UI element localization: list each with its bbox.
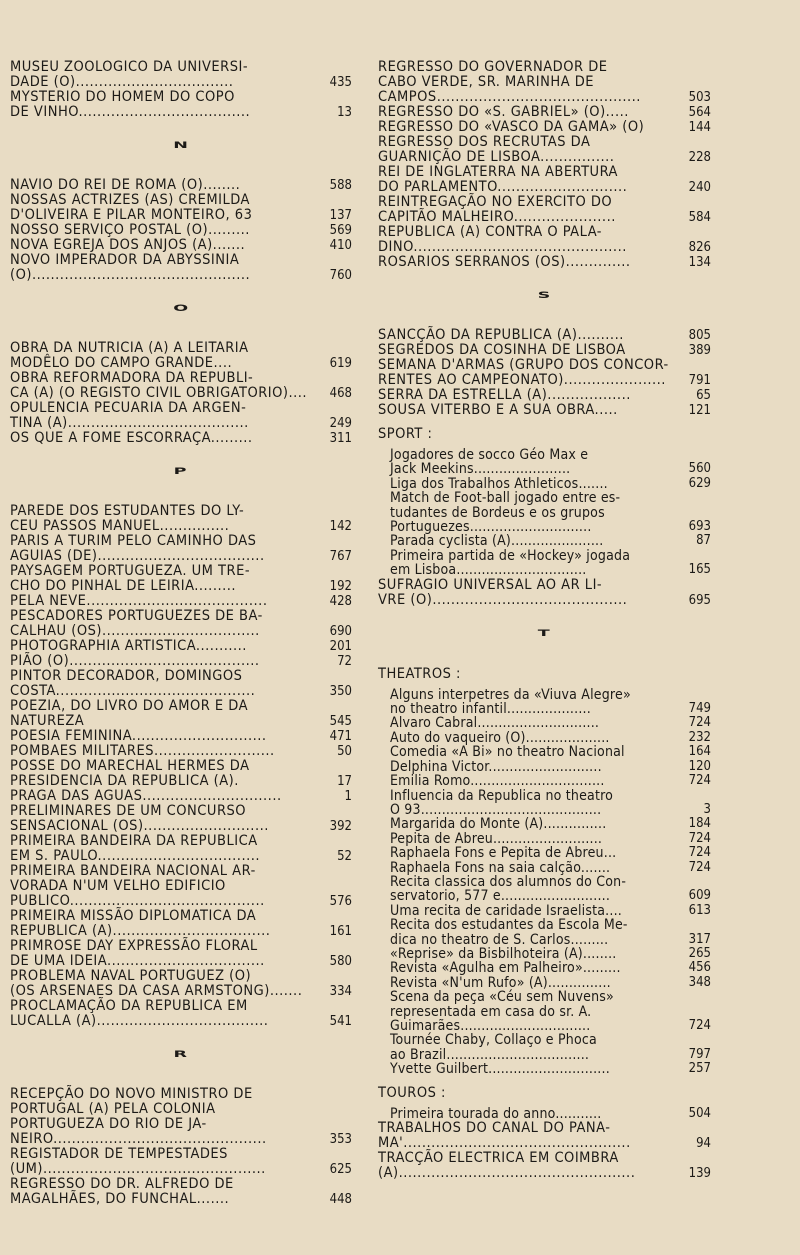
index-column-right — [378, 60, 711, 1181]
section-letter — [10, 138, 352, 154]
page-number: 749 — [688, 701, 711, 717]
page-number: 139 — [688, 1166, 711, 1182]
index-entry — [378, 225, 711, 255]
page-number: 201 — [329, 639, 352, 654]
entry-title: Raphaela Fons na saia calção....... — [390, 859, 611, 876]
index-entry — [10, 253, 352, 283]
index-subentry — [378, 549, 711, 578]
index-subentry — [378, 745, 711, 759]
index-entry — [10, 804, 352, 834]
index-entry — [378, 195, 711, 225]
index-subentry — [378, 918, 711, 947]
index-subentry — [378, 846, 711, 860]
index-subentry — [378, 491, 711, 534]
entry-title: Pepita de Abreu.......................... — [390, 830, 603, 847]
page-number: 144 — [688, 120, 711, 135]
page-number: 693 — [688, 519, 711, 535]
index-entry — [378, 578, 711, 608]
page-number: 165 — [688, 562, 711, 578]
page-number: 797 — [688, 1046, 711, 1062]
entry-title: POESIA FEMININA............................. — [10, 728, 267, 744]
entry-title: ROSARIOS SERRANOS (OS).............. — [378, 254, 631, 270]
entry-title: PRIMEIRA BANDEIRA NACIONAL AR- VORADA N'UM VELHO EDIFICIO PUBLICO.......................................... — [10, 863, 265, 909]
page-number: 94 — [696, 1136, 711, 1152]
index-entry — [10, 759, 352, 789]
entry-title: Margarida do Monte (A)............... — [390, 816, 607, 833]
page-number: 257 — [688, 1061, 711, 1077]
index-entry — [378, 165, 711, 195]
entry-title: OS QUE A FOME ESCORRAÇA......... — [10, 430, 253, 446]
section-letter-text: P — [173, 466, 189, 477]
index-subentry — [378, 1107, 711, 1121]
index-entry — [10, 639, 352, 654]
entry-title: PRELIMINARES DE UM CONCURSO SENSACIONAL (OS)........................... — [10, 803, 269, 834]
section-letter-text: N — [172, 140, 190, 151]
entry-title: REGRESSO DO «S. GABRIEL» (O)..... — [378, 104, 629, 120]
page-number: 348 — [688, 974, 711, 990]
page-number: 120 — [688, 758, 711, 774]
index-entry — [10, 939, 352, 969]
index-entry — [10, 341, 352, 371]
index-subentry — [378, 1033, 711, 1062]
page-number: 791 — [688, 373, 711, 388]
index-entry — [10, 178, 352, 193]
index-subentry — [378, 774, 711, 788]
entry-title: POSSE DO MARECHAL HERMES DA PRESIDENCIA DA REPUBLICA (A). — [10, 758, 250, 789]
category-heading: TOUROS : — [378, 1084, 446, 1101]
index-entry — [10, 193, 352, 223]
index-entry — [10, 564, 352, 594]
index-entry — [10, 223, 352, 238]
index-subentry — [378, 716, 711, 730]
entry-title: NOSSAS ACTRIZES (AS) CREMILDA D'OLIVEIRA E PILAR MONTEIRO, 63 — [10, 192, 253, 223]
entry-title: Scena da peça «Céu sem Nuvens» representada em casa do sr. A. Guimarães............................... — [390, 989, 614, 1034]
index-entry — [10, 909, 352, 939]
entry-title: Alvaro Cabral............................. — [390, 715, 600, 732]
page-number: 192 — [329, 579, 352, 594]
entry-title: REPUBLICA (A) CONTRA O PALA- DINO.............................................. — [378, 224, 627, 255]
entry-title: Recita dos estudantes da Escola Me- dica no theatro de S. Carlos......... — [390, 917, 628, 948]
index-subentry — [378, 961, 711, 975]
index-entry — [10, 1087, 352, 1147]
entry-title: REGISTADOR DE TEMPESTADES (UM)................................................ — [10, 1146, 266, 1177]
entry-title: SERRA DA ESTRELLA (A).................. — [378, 387, 631, 403]
entry-title: Primeira tourada do anno........... — [390, 1105, 602, 1122]
page-number: 50 — [337, 744, 352, 759]
index-subentry — [378, 947, 711, 961]
section-letter-text: O — [172, 303, 190, 314]
page-number: 353 — [329, 1132, 352, 1147]
page-number: 249 — [329, 416, 352, 431]
entry-title: OBRA REFORMADORA DA REPUBLI- CA (A) (O REGISTO CIVIL OBRIGATORIO).... — [10, 370, 308, 401]
entry-title: REGRESSO DOS RECRUTAS DA GUARNIÇÃO DE LISBOA................ — [378, 134, 615, 165]
page-number: 724 — [688, 715, 711, 731]
page-number: 13 — [337, 105, 352, 120]
index-entry — [10, 609, 352, 639]
entry-title: Auto do vaqueiro (O).................... — [390, 729, 610, 746]
index-column-left — [10, 60, 352, 1207]
entry-title: SEGREDOS DA COSINHA DE LISBOA — [378, 342, 626, 358]
page-number: 576 — [329, 894, 352, 909]
entry-title: PESCADORES PORTUGUEZES DE BA- CALHAU (OS).................................. — [10, 608, 263, 639]
index-entry — [10, 669, 352, 699]
index-subentry — [378, 990, 711, 1033]
index-subentry — [378, 1062, 711, 1076]
index-subentry — [378, 760, 711, 774]
page-number: 724 — [688, 830, 711, 846]
index-subentry — [378, 832, 711, 846]
page-number: 724 — [688, 1018, 711, 1033]
section-letter — [10, 301, 352, 317]
section-letter — [10, 464, 352, 480]
index-entry — [10, 594, 352, 609]
entry-title: Uma recita de caridade Israelista.... — [390, 902, 622, 919]
entry-title: Influencia da Republica no theatro O 93........................................... — [390, 787, 614, 818]
entry-title: POEZIA, DO LIVRO DO AMOR E DA NATUREZA — [10, 698, 249, 729]
section-letter-text: S — [537, 290, 552, 301]
page-number: 504 — [688, 1105, 711, 1121]
page-number: 232 — [688, 729, 711, 745]
page-number: 760 — [329, 268, 352, 283]
entry-title: REGRESSO DO GOVERNADOR DE CABO VERDE, SR. MARINHA DE CAMPOS............................................ — [378, 59, 641, 105]
page-number: 569 — [329, 223, 352, 238]
page-number: 619 — [329, 356, 352, 371]
index-entry — [10, 789, 352, 804]
entry-title: Primeira partida de «Hockey» jogada em Lisboa............................... — [390, 547, 631, 579]
entry-title: SANCÇÃO DA REPUBLICA (A).......... — [378, 327, 624, 343]
page-number: 317 — [688, 931, 711, 947]
entry-title: Recita classica dos alumnos do Con- servatorio, 577 e.......................... — [390, 873, 627, 905]
index-entry — [10, 864, 352, 909]
page-number: 560 — [688, 461, 711, 477]
page-number: 350 — [329, 684, 352, 699]
entry-title: REGRESSO DO «VASCO DA GAMA» (O) — [378, 119, 645, 135]
page-number: 161 — [329, 924, 352, 939]
page-number: 690 — [329, 624, 352, 639]
section-letter-text: R — [173, 1049, 189, 1060]
page-number: 240 — [688, 180, 711, 195]
entry-title: «Reprise» da Bisbilhoteira (A)........ — [390, 945, 617, 962]
page-number: 311 — [329, 431, 352, 446]
index-entry — [10, 504, 352, 534]
entry-title: Parada cyclista (A)...................... — [390, 533, 604, 550]
index-entry — [10, 401, 352, 431]
entry-title: PROBLEMA NAVAL PORTUGUEZ (O) (OS ARSENAES DA CASA ARMSTONG)....... — [10, 968, 303, 999]
page-number: 1 — [344, 789, 352, 804]
page-number: 389 — [688, 343, 711, 358]
page-number: 724 — [688, 859, 711, 875]
entry-title: PINTOR DECORADOR, DOMINGOS COSTA........................................... — [10, 668, 256, 699]
index-subentry — [378, 904, 711, 918]
entry-title: Delphina Victor........................... — [390, 758, 602, 775]
page-number: 471 — [329, 729, 352, 744]
index-entry — [10, 90, 352, 120]
page-number: 767 — [329, 549, 352, 564]
entry-title: REGRESSO DO DR. ALFREDO DE MAGALHÃES, DO FUNCHAL....... — [10, 1176, 234, 1207]
index-entry — [10, 729, 352, 744]
entry-title: Jogadores de socco Géo Max e Jack Meekins....................... — [390, 447, 589, 478]
page-number: 588 — [329, 178, 352, 193]
index-entry — [10, 699, 352, 729]
entry-title: PRIMEIRA MISSÃO DIPLOMATICA DA REPUBLICA (A).................................. — [10, 908, 271, 939]
entry-title: Alguns interpetres da «Viuva Alegre» no theatro infantil.................... — [390, 686, 631, 718]
index-entry — [10, 60, 352, 90]
page-number: 3 — [703, 801, 711, 817]
index-entry — [378, 388, 711, 403]
index-entry — [10, 834, 352, 864]
page-number: 410 — [329, 238, 352, 253]
page-number: 142 — [329, 519, 352, 534]
index-entry — [10, 654, 352, 669]
index-entry — [10, 371, 352, 401]
index-entry — [378, 255, 711, 270]
index-entry — [378, 135, 711, 165]
index-entry — [378, 328, 711, 343]
index-entry — [10, 969, 352, 999]
entry-title: PAREDE DOS ESTUDANTES DO LY- CEU PASSOS MANUEL............... — [10, 503, 245, 534]
index-entry — [378, 343, 711, 358]
page-number: 826 — [688, 240, 711, 255]
entry-title: Liga dos Trabalhos Athleticos....... — [390, 475, 608, 492]
index-entry — [378, 1121, 711, 1151]
page-number: 564 — [688, 105, 711, 120]
category-heading: THEATROS : — [378, 665, 461, 682]
entry-title: SEMANA D'ARMAS (GRUPO DOS CONCOR- RENTES AO CAMPEONATO)...................... — [378, 357, 669, 388]
entry-title: TRACÇÃO ELECTRICA EM COIMBRA (A)................................................... — [378, 1150, 636, 1182]
page-number: 584 — [688, 210, 711, 225]
page-number: 503 — [688, 90, 711, 105]
index-subentry — [378, 976, 711, 990]
entry-title: PRAGA DAS AGUAS.............................. — [10, 788, 282, 804]
entry-title: PAYSAGEM PORTUGUEZA. UM TRE- CHO DO PINHAL DE LEIRIA......... — [10, 563, 251, 594]
section-letter — [378, 626, 711, 642]
page-number: 456 — [688, 960, 711, 976]
page-number: 228 — [688, 150, 711, 165]
entry-title: PRIMEIRA BANDEIRA DA REPUBLICA EM S. PAULO................................... — [10, 833, 261, 864]
entry-title: NOVA EGREJA DOS ANJOS (A)....... — [10, 237, 246, 253]
entry-title: REI DE INGLATERRA NA ABERTURA DO PARLAMENTO............................ — [378, 164, 628, 195]
entry-title: OBRA DA NUTRICIA (A) A LEITARIA MODÊLO DO CAMPO GRANDE.... — [10, 340, 249, 371]
entry-title: POMBAES MILITARES.......................... — [10, 743, 275, 759]
index-subentry — [378, 861, 711, 875]
page-number: 164 — [688, 744, 711, 760]
page-number: 541 — [329, 1014, 352, 1029]
index-subentry — [378, 789, 711, 818]
page-number: 724 — [688, 773, 711, 789]
section-letter-text: T — [537, 628, 552, 639]
page-number: 625 — [329, 1162, 352, 1177]
entry-title: PELA NEVE....................................... — [10, 593, 268, 609]
page-number: 392 — [329, 819, 352, 834]
index-subentry — [378, 477, 711, 491]
index-subentry — [378, 875, 711, 904]
page-number: 805 — [688, 328, 711, 343]
entry-title: TRABALHOS DO CANAL DO PANA- MA'................................................. — [378, 1120, 631, 1152]
entry-title: PIÃO (O)......................................... — [10, 653, 260, 669]
index-entry — [10, 238, 352, 253]
page-number: 629 — [688, 475, 711, 491]
entry-title: Comedia «A Bi» no theatro Nacional — [390, 744, 625, 761]
entry-title: PHOTOGRAPHIA ARTISTICA........... — [10, 638, 247, 654]
index-entry — [10, 1147, 352, 1177]
page-number: 428 — [329, 594, 352, 609]
page-number: 17 — [337, 774, 352, 789]
entry-title: SUFRAGIO UNIVERSAL AO AR LI- VRE (O).......................................... — [378, 576, 628, 608]
index-entry — [10, 534, 352, 564]
index-subentry — [378, 448, 711, 477]
entry-title: SOUSA VITERBO E A SUA OBRA..... — [378, 402, 618, 418]
page-number: 448 — [329, 1192, 352, 1207]
page-number: 87 — [696, 533, 711, 549]
entry-title: PRIMROSE DAY EXPRESSÃO FLORAL DE UMA IDEIA.................................. — [10, 938, 265, 969]
index-subentry — [378, 534, 711, 548]
category-heading: SPORT : — [378, 426, 433, 442]
entry-title: Match de Foot-ball jogado entre es- tudantes de Bordeus e os grupos Portuguezes............................. — [390, 490, 621, 536]
index-subentry — [378, 817, 711, 831]
entry-title: NOVO IMPERADOR DA ABYSSINIA (O)............................................... — [10, 252, 251, 283]
page-number: 613 — [688, 902, 711, 918]
index-entry — [10, 744, 352, 759]
index-entry — [378, 120, 711, 135]
page-number: 52 — [337, 849, 352, 864]
page-number: 545 — [329, 714, 352, 729]
entry-title: Revista «N'um Rufo» (A)............... — [390, 974, 611, 991]
index-entry — [10, 1177, 352, 1207]
entry-title: Emilia Romo................................ — [390, 773, 605, 790]
index-entry — [10, 999, 352, 1029]
entry-title: Revista «Agulha em Palheiro»......... — [390, 960, 621, 977]
page-number: 121 — [688, 403, 711, 418]
page-number: 72 — [337, 654, 352, 669]
index-entry — [378, 403, 711, 418]
index-entry — [378, 105, 711, 120]
page-number: 265 — [688, 945, 711, 961]
index-subentry — [378, 731, 711, 745]
entry-title: Yvette Guilbert............................. — [390, 1061, 610, 1078]
entry-title: RECEPÇÃO DO NOVO MINISTRO DE PORTUGAL (A) PELA COLONIA PORTUGUEZA DO RIO DE JA- NEIRO.............................................. — [10, 1086, 267, 1147]
index-entry — [378, 60, 711, 105]
entry-title: Raphaela Fons e Pepita de Abreu... — [390, 845, 617, 862]
page-number: 334 — [329, 984, 352, 999]
page-number: 435 — [329, 75, 352, 90]
entry-title: REINTREGAÇÃO NO EXERCITO DO CAPITÃO MALHEIRO...................... — [378, 194, 616, 225]
page-number: 724 — [688, 845, 711, 861]
index-subentry — [378, 688, 711, 717]
index-entry — [378, 358, 711, 388]
page-number: 65 — [696, 388, 711, 403]
page-number: 609 — [688, 888, 711, 904]
entry-title: PARIS A TURIM PELO CAMINHO DAS AGUIAS (DE).................................... — [10, 533, 265, 564]
page-number: 134 — [688, 255, 711, 270]
page-number: 184 — [688, 816, 711, 832]
section-letter — [378, 288, 711, 304]
entry-title: MUSEU ZOOLOGICO DA UNIVERSI- DADE (O).................................. — [10, 59, 249, 90]
entry-title: NOSSO SERVIÇO POSTAL (O)......... — [10, 222, 250, 238]
page-number: 695 — [688, 592, 711, 608]
section-letter — [10, 1047, 352, 1063]
index-entry — [378, 1151, 711, 1181]
entry-title: NAVIO DO REI DE ROMA (O)........ — [10, 177, 241, 193]
entry-title: MYSTERIO DO HOMEM DO COPO DE VINHO..................................... — [10, 89, 251, 120]
page-number: 580 — [329, 954, 352, 969]
page-number: 137 — [329, 208, 352, 223]
entry-title: Tournée Chaby, Collaço e Phoca ao Brazil.................................. — [390, 1032, 597, 1063]
entry-title: OPULENCIA PECUARIA DA ARGEN- TINA (A)....................................... — [10, 400, 249, 431]
page-number: 468 — [329, 386, 352, 401]
index-entry — [10, 431, 352, 446]
entry-title: PROCLAMAÇÃO DA REPUBLICA EM LUCALLA (A)..................................... — [10, 998, 269, 1029]
